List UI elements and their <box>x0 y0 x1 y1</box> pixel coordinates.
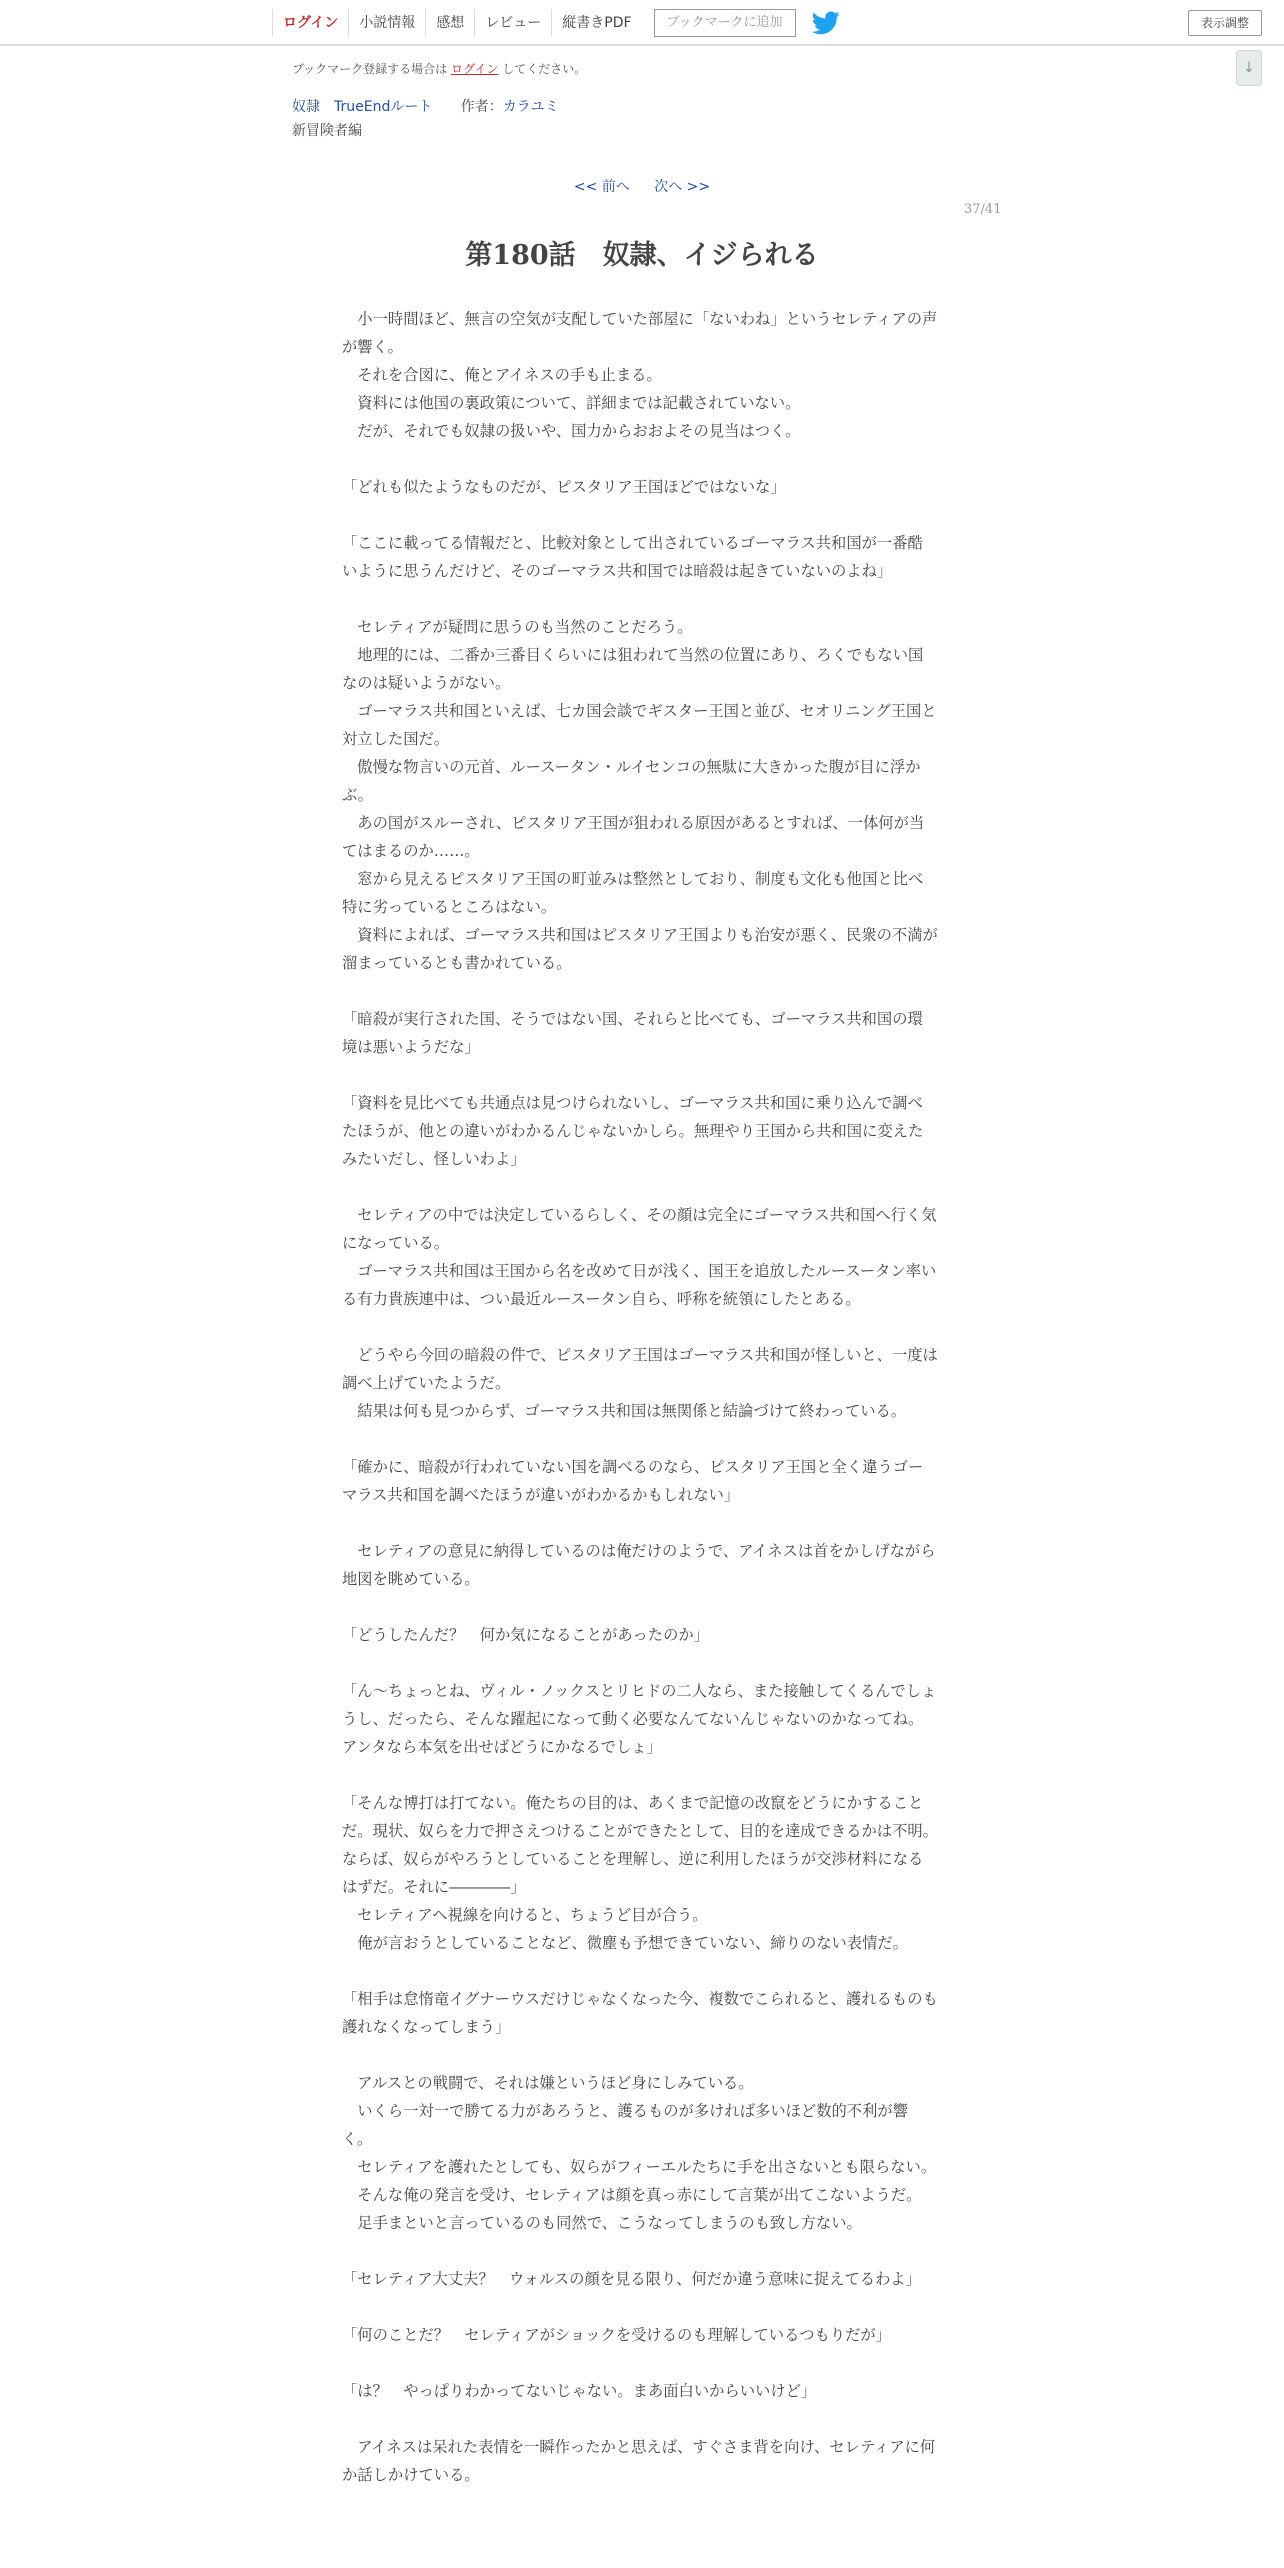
body-paragraph: アイネスは呆れた表情を一瞬作ったかと思えば、すぐさま背を向け、セレティアに何か話しかけている。 <box>342 2438 936 2484</box>
novel-body <box>342 305 938 2489</box>
body-paragraph: 「何のことだ？ セレティアがショックを受けるのも理解しているつもりだが」 <box>342 2326 892 2344</box>
body-paragraph <box>342 1313 938 1341</box>
body-paragraph: どうやら今回の暗殺の件で、ピスタリア王国はゴーマラス共和国が怪しいと、一度は調べ上げていたようだ。 <box>342 1346 938 1392</box>
body-paragraph: 窓から見えるピスタリア王国の町並みは整然としており、制度も文化も他国と比べ特に劣っているところはない。 <box>342 870 924 916</box>
body-paragraph <box>342 2349 938 2377</box>
scroll-down-button[interactable]: ↓ <box>1236 50 1262 86</box>
body-paragraph: ゴーマラス共和国といえば、七カ国会談でギスター王国と並び、セオリニング王国と対立した国だ。 <box>342 702 937 748</box>
body-paragraph <box>342 445 938 473</box>
body-paragraph: 「ここに載ってる情報だと、比較対象として出されているゴーマラス共和国が一番酷いように思うんだけど、そのゴーマラス共和国では暗殺は起きていないのよね」 <box>342 534 923 580</box>
body-paragraph <box>342 1509 938 1537</box>
body-paragraph: 「確かに、暗殺が行われていない国を調べるのなら、ピスタリア王国と全く違うゴーマラス共和国を調べたほうが違いがわかるかもしれない」 <box>342 1458 924 1504</box>
impressions-link[interactable]: 感想 <box>425 9 474 37</box>
next-episode-link[interactable]: 次へ >> <box>654 179 711 195</box>
review-link[interactable]: レビュー <box>474 9 551 37</box>
body-paragraph: 傲慢な物言いの元首、ルースータン・ルイセンコの無駄に大きかった腹が目に浮かぶ。 <box>342 758 921 804</box>
body-paragraph: 俺が言おうとしていることなど、微塵も予想できていない、締りのない表情だ。 <box>342 1934 908 1952</box>
body-paragraph <box>342 2041 938 2069</box>
body-paragraph: そんな俺の発言を受け、セレティアは顔を真っ赤にして言葉が出てこないようだ。 <box>342 2186 922 2204</box>
body-paragraph <box>342 1649 938 1677</box>
body-paragraph <box>342 585 938 613</box>
author-label: 作者： <box>460 99 503 115</box>
body-paragraph <box>342 2405 938 2433</box>
body-paragraph: 資料には他国の裏政策について、詳細までは記載されていない。 <box>342 394 801 412</box>
body-paragraph <box>342 1957 938 1985</box>
body-paragraph: 「セレティア大丈夫？ ウォルスの顔を見る限り、何だか違う意味に捉えてるわよ」 <box>342 2270 921 2288</box>
body-paragraph: ゴーマラス共和国は王国から名を改めて日が浅く、国王を追放したルースータン率いる有力貴族連中は、つい最近ルースータン自ら、呼称を統領にしたとある。 <box>342 1262 937 1308</box>
body-paragraph: 「どれも似たようなものだが、ピスタリア王国ほどではないな」 <box>342 478 786 496</box>
body-paragraph: セレティアの意見に納得しているのは俺だけのようで、アイネスは首をかしげながら地図を眺めている。 <box>342 1542 936 1588</box>
body-paragraph <box>342 1061 938 1089</box>
nav-items <box>272 0 840 46</box>
body-paragraph: 結果は何も見つからず、ゴーマラス共和国は無関係と結論づけて終わっている。 <box>342 1402 907 1420</box>
prev-episode-link[interactable]: << 前へ <box>573 179 630 195</box>
episode-pager <box>0 176 1284 196</box>
body-paragraph: セレティアを護れたとしても、奴らがフィーエルたちに手を出さないとも限らない。 <box>342 2158 937 2176</box>
series-title-link[interactable]: 奴隷 TrueEndルート <box>292 99 433 115</box>
body-paragraph: 小一時間ほど、無言の空気が支配していた部屋に「ないわね」というセレティアの声が響く。 <box>342 310 938 356</box>
login-notice <box>292 60 586 77</box>
chapter-group-title: 新冒険者編 <box>292 123 362 139</box>
login-notice-prefix: ブックマーク登録する場合は <box>292 62 448 76</box>
body-paragraph: だが、それでも奴隷の扱いや、国力からおおよその見当はつく。 <box>342 422 801 440</box>
bookmark-add-button[interactable]: ブックマークに追加 <box>654 9 796 37</box>
body-paragraph <box>342 977 938 1005</box>
body-paragraph: 「ん～ちょっとね、ヴィル・ノックスとリヒドの二人なら、また接触してくるんでしょうし、だったら、そんな躍起になって動く必要なんてないんじゃないのかなってね。アンタなら本気を出せばどうにかなるでしょ」 <box>342 1682 937 1756</box>
body-paragraph <box>342 1173 938 1201</box>
body-paragraph: 「相手は怠惰竜イグナーウスだけじゃなくなった今、複数でこられると、護れるものも護れなくなってしまう」 <box>342 1990 938 2036</box>
episode-title: 第180話 奴隷、イジられる <box>465 240 819 271</box>
login-notice-link[interactable]: ログイン <box>451 62 499 76</box>
vertical-pdf-link[interactable]: 縦書きPDF <box>551 9 641 37</box>
body-paragraph: 「は？ やっぱりわかってないじゃない。まあ面白いからいいけど」 <box>342 2382 817 2400</box>
body-paragraph: 「そんな博打は打てない。俺たちの目的は、あくまで記憶の改竄をどうにかすることだ。現状、奴らを力で押さえつけることができたとして、目的を達成できるかは不明。ならば、奴らがやろうとしていることを理解し、逆に利用したほうが交渉材料になるはずだ。それに――――」 <box>342 1794 938 1896</box>
body-paragraph: 「暗殺が実行された国、そうではない国、それらと比べても、ゴーマラス共和国の環境は悪いようだな」 <box>342 1010 923 1056</box>
display-settings-button[interactable]: 表示調整 <box>1188 10 1262 36</box>
body-paragraph: 資料によれば、ゴーマラス共和国はピスタリア王国よりも治安が悪く、民衆の不満が溜まっているとも書かれている。 <box>342 926 938 972</box>
body-paragraph <box>342 1761 938 1789</box>
twitter-bird-icon[interactable] <box>812 11 840 35</box>
series-line <box>292 96 559 116</box>
body-paragraph: 地理的には、二番か三番目くらいには狙われて当然の位置にあり、ろくでもない国なのは疑いようがない。 <box>342 646 924 692</box>
author-link[interactable]: カラユミ <box>502 99 559 115</box>
novel-info-link[interactable]: 小説情報 <box>348 9 425 37</box>
body-paragraph <box>342 501 938 529</box>
body-paragraph: いくら一対一で勝てる力があろうと、護るものが多ければ多いほど数的不利が響く。 <box>342 2102 908 2148</box>
page-count: 37/41 <box>964 202 1002 217</box>
body-paragraph: あの国がスルーされ、ピスタリア王国が狙われる原因があるとすれば、一体何が当てはまるのか……。 <box>342 814 925 860</box>
body-paragraph <box>342 1593 938 1621</box>
body-paragraph <box>342 1425 938 1453</box>
login-notice-suffix: してください。 <box>502 62 587 76</box>
top-navbar <box>0 0 1284 46</box>
body-paragraph <box>342 2293 938 2321</box>
login-link[interactable]: ログイン <box>272 9 348 37</box>
body-paragraph: 「資料を見比べても共通点は見つけられないし、ゴーマラス共和国に乗り込んで調べたほうが、他との違いがわかるんじゃないかしら。無理やり王国から共和国に変えたみたいだし、怪しいわよ」 <box>342 1094 924 1168</box>
body-paragraph: アルスとの戦闘で、それは嫌というほど身にしみている。 <box>342 2074 754 2092</box>
body-paragraph: セレティアの中では決定しているらしく、その顔は完全にゴーマラス共和国へ行く気になっている。 <box>342 1206 937 1252</box>
body-paragraph: セレティアが疑問に思うのも当然のことだろう。 <box>342 618 693 636</box>
body-paragraph <box>342 2237 938 2265</box>
body-paragraph: セレティアへ視線を向けると、ちょうど目が合う。 <box>342 1906 708 1924</box>
body-paragraph: 「どうしたんだ？ 何か気になることがあったのか」 <box>342 1626 709 1644</box>
body-paragraph: 足手まといと言っているのも同然で、こうなってしまうのも致し方ない。 <box>342 2214 862 2232</box>
body-paragraph: それを合図に、俺とアイネスの手も止まる。 <box>342 366 662 384</box>
